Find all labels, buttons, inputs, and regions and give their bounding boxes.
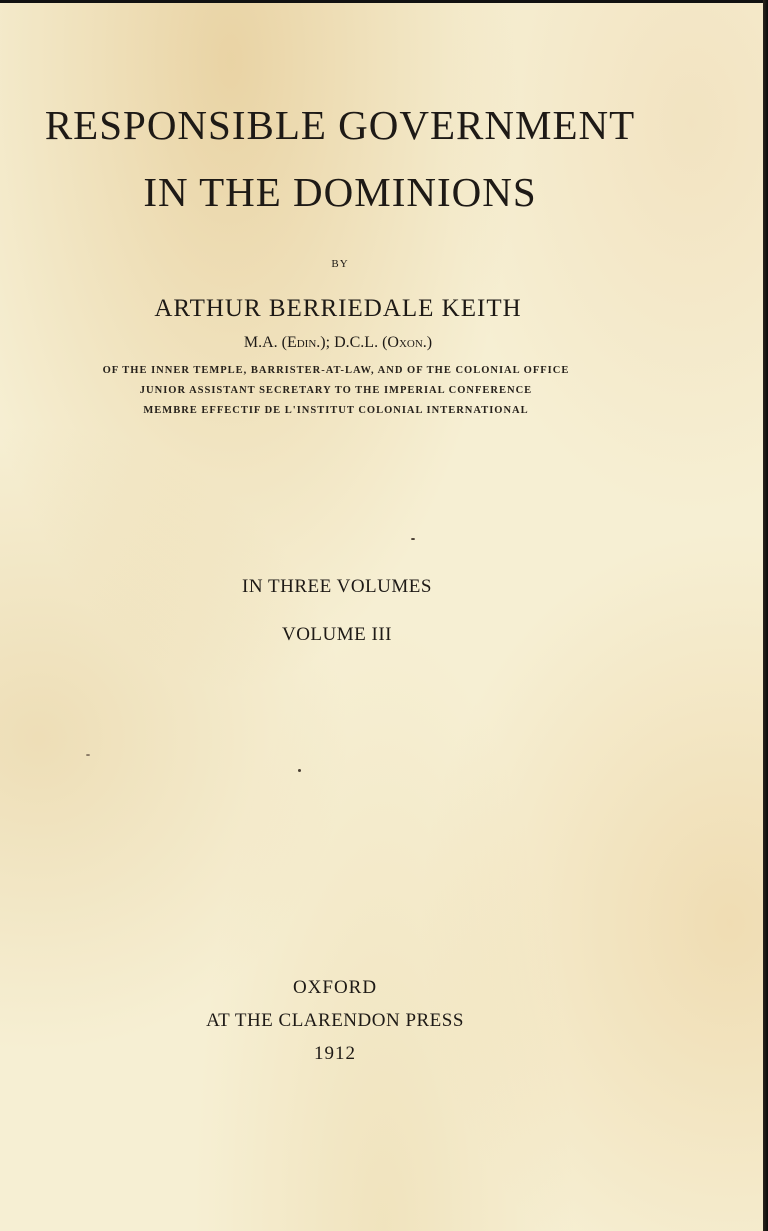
affiliation-line-3: MEMBRE EFFECTIF DE L'INSTITUT COLONIAL INTERNATIONAL (143, 405, 529, 416)
volumes-note: IN THREE VOLUMES (242, 576, 432, 597)
degree-close: ) (426, 334, 433, 351)
ink-speck (86, 754, 90, 756)
imprint-city: OXFORD (292, 977, 378, 998)
author-name: ARTHUR BERRIEDALE KEITH (154, 295, 522, 322)
book-title-line-1: RESPONSIBLE GOVERNMENT (44, 102, 636, 148)
author-degrees (0, 334, 676, 352)
degree-oxon: Oxon. (387, 334, 427, 351)
imprint-press: AT THE CLARENDON PRESS (206, 1010, 464, 1031)
degree-edin: Edin. (286, 334, 321, 351)
ink-speck (298, 769, 301, 772)
imprint-year: 1912 (314, 1043, 356, 1064)
by-line: BY (331, 258, 349, 270)
degree-dcl: ); D.C.L. ( (320, 334, 388, 351)
affiliation-line-2: JUNIOR ASSISTANT SECRETARY TO THE IMPERIAL CONFERENCE (139, 385, 533, 396)
book-title-line-2: IN THE DOMINIONS (143, 169, 537, 215)
scan-top-edge (0, 0, 768, 3)
ink-speck (411, 538, 415, 540)
affiliation-line-1: OF THE INNER TEMPLE, BARRISTER-AT-LAW, AND OF THE COLONIAL OFFICE (102, 365, 570, 376)
degree-ma: M.A. ( (243, 334, 287, 351)
volume-number: VOLUME III (281, 624, 392, 645)
scan-right-edge (763, 0, 768, 1231)
